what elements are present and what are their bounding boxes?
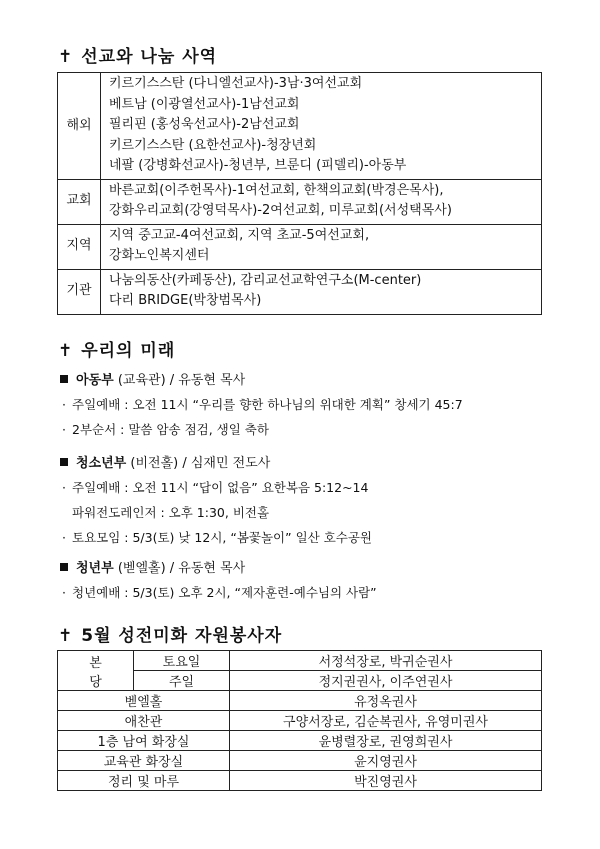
cross-icon: ✝ [58,47,74,67]
children-dept-header: 아동부 (교육관) / 유동현 목사 [60,369,245,388]
table-row [58,73,542,180]
cross-icon: ✝ [58,341,74,361]
place-cell: 정리 및 마루 [58,771,230,791]
table-row [58,731,542,751]
volunteers-table [57,650,542,791]
square-bullet-icon [60,458,68,466]
place-cell: 애찬관 [58,711,230,731]
category-cell: 기관 [58,269,101,314]
list-item: · 주일예배 : 오전 11시 “답이 없음” 요한복음 5:12~14 [62,480,369,495]
table-row [58,269,542,314]
square-bullet-icon [60,375,68,383]
entry-line: 네팔 (강병화선교사)-청년부, 브룬디 (피델리)-아동부 [109,158,407,173]
table-row [58,179,542,224]
list-item: · 토요모임 : 5/3(토) 낮 12시, “봄꽃놀이” 일산 호수공원 [62,530,373,545]
entry-line: 바른교회(이주헌목사)-1여선교회, 한책의교회(박경은목사), [109,182,444,198]
table-row [58,751,542,771]
entries-cell [101,269,542,314]
table-row [58,771,542,791]
table-row [58,711,542,731]
names-cell: 박진영권사 [230,771,542,791]
table-row [58,224,542,269]
list-item: · 청년예배 : 5/3(토) 오후 2시, “제자훈련-예수님의 사람” [62,585,377,600]
names-cell: 구양서장로, 김순복권사, 유영미권사 [230,711,542,731]
volunteers-heading: ✝ 5월 성전미화 자원봉사자 [58,626,283,646]
entry-line: 키르기스스탄 (요한선교사)-청장년회 [109,137,317,153]
table-row [58,651,542,671]
place-cell: 주일 [134,671,230,691]
square-bullet-icon [60,563,68,571]
entry-line: 필리핀 (홍성욱선교사)-2남선교회 [109,117,300,132]
mission-table [57,72,542,315]
names-cell: 유정옥권사 [230,691,542,711]
entry-line: 지역 중고교-4여선교회, 지역 초교-5여선교회, [109,227,370,243]
entry-line: 강화노인복지센터 [109,248,210,263]
list-item: · 주일예배 : 오전 11시 “우리를 향한 하나님의 위대한 계획” 창세기 45:7 [62,397,463,412]
names-cell: 윤지영권사 [230,751,542,771]
future-heading: ✝ 우리의 미래 [58,341,176,361]
place-cell: 교육관 화장실 [58,751,230,771]
place-cell: 벧엘홀 [58,691,230,711]
cross-icon: ✝ [58,626,74,646]
entry-line: 다리 BRIDGE(박창범목사) [109,293,262,308]
entry-line: 키르기스스탄 (다니엘선교사)-3남·3여선교회 [109,76,363,91]
names-cell: 윤병렬장로, 권영희권사 [230,731,542,751]
category-cell: 지역 [58,224,101,269]
youth-dept-header: 청소년부 (비전홀) / 심재민 전도사 [60,452,270,471]
entry-line: 베트남 (이광열선교사)-1남선교회 [109,96,300,112]
entry-line: 나눔의동산(카페동산), 감리교선교학연구소(M-center) [109,272,422,288]
main-sanctuary-label: 본 당 [58,651,134,691]
category-cell: 교회 [58,179,101,224]
entries-cell [101,73,542,180]
entry-line: 강화우리교회(강영덕목사)-2여선교회, 미루교회(서성택목사) [109,203,452,218]
entries-cell [101,224,542,269]
table-row [58,691,542,711]
names-cell: 서정석장로, 박귀순권사 [230,651,542,671]
place-cell: 토요일 [134,651,230,671]
list-item: · 2부순서 : 말씀 암송 점검, 생일 축하 [62,422,269,437]
entries-cell [101,179,542,224]
category-cell: 해외 [58,73,101,180]
place-cell: 1층 남여 화장실 [58,731,230,751]
mission-heading: ✝ 선교와 나눔 사역 [58,47,218,67]
list-item: 파워전도레인저 : 오후 1:30, 비전홀 [72,505,270,520]
young-adults-dept-header: 청년부 (벧엘홀) / 유동현 목사 [60,557,245,576]
names-cell: 정지권권사, 이주연권사 [230,671,542,691]
